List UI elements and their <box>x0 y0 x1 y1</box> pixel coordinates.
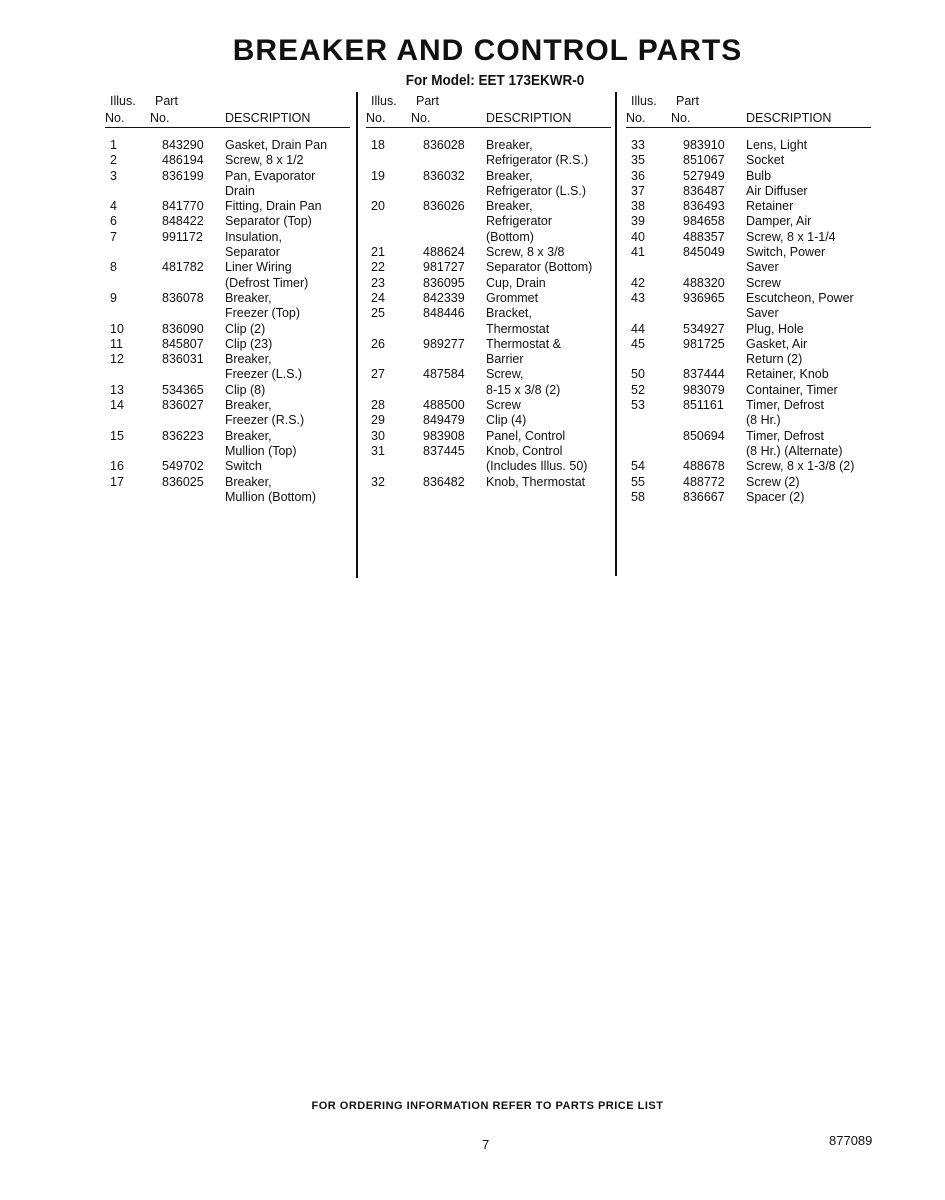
part-number: 851067 <box>683 153 725 168</box>
table-row <box>105 475 350 506</box>
part-number: 836032 <box>423 168 465 183</box>
part-number: 486194 <box>162 153 204 168</box>
part-description: Screw, <box>486 367 524 382</box>
header-rule <box>105 127 350 128</box>
part-description: Breaker, <box>225 398 272 413</box>
part-description: Screw, 8 x 3/8 <box>486 245 565 260</box>
document-code: 877089 <box>829 1133 873 1148</box>
ordering-note: FOR ORDERING INFORMATION REFER TO PARTS PRICE LIST <box>311 1100 664 1112</box>
table-row <box>366 169 611 200</box>
part-description: Screw, 8 x 1-3/8 (2) <box>746 459 855 474</box>
illus-number: 17 <box>110 474 124 489</box>
part-description: Clip (2) <box>225 321 266 336</box>
table-row <box>105 337 350 352</box>
table-row <box>105 429 350 460</box>
illus-number: 19 <box>371 168 385 183</box>
part-description: Screw <box>486 398 521 413</box>
part-number: 488357 <box>683 229 725 244</box>
header-description: DESCRIPTION <box>225 111 311 125</box>
illus-number: 37 <box>631 183 645 198</box>
part-number: 848422 <box>162 214 204 229</box>
header-description: DESCRIPTION <box>746 111 832 125</box>
part-number: 488678 <box>683 459 725 474</box>
illus-number: 29 <box>371 413 385 428</box>
part-description: Insulation, <box>225 229 282 244</box>
illus-number: 39 <box>631 214 645 229</box>
table-row <box>105 199 350 214</box>
part-description: Grommet <box>486 290 539 305</box>
illus-number: 55 <box>631 474 645 489</box>
part-description: Pan, Evaporator <box>225 168 316 183</box>
part-description: Gasket, Drain Pan <box>225 138 328 152</box>
illus-number: 9 <box>110 290 117 305</box>
table-header <box>366 94 611 128</box>
table-row <box>105 352 350 383</box>
part-number: 845807 <box>162 336 204 351</box>
illus-number: 32 <box>371 474 385 489</box>
table-row <box>105 322 350 337</box>
parts-column-1 <box>105 94 350 505</box>
illus-number: 33 <box>631 138 645 152</box>
part-number: 836028 <box>423 138 465 152</box>
part-description: Gasket, Air <box>746 336 808 351</box>
illus-number: 14 <box>110 398 124 413</box>
part-description: (8 Hr.) <box>746 413 781 428</box>
illus-number: 16 <box>110 459 124 474</box>
part-number: 843290 <box>162 138 204 152</box>
header-illus-no: No. <box>366 111 386 125</box>
table-row <box>626 153 871 168</box>
table-row <box>366 337 611 368</box>
illus-number: 2 <box>110 153 117 168</box>
part-description: Lens, Light <box>746 138 808 152</box>
part-description: Screw, 8 x 1-1/4 <box>746 229 836 244</box>
part-description: Damper, Air <box>746 214 812 229</box>
table-row <box>105 383 350 398</box>
part-description: Breaker, <box>486 199 533 214</box>
header-part-no: No. <box>671 111 691 125</box>
illus-number: 22 <box>371 260 385 275</box>
table-row <box>626 475 871 490</box>
part-description: Clip (4) <box>486 413 527 428</box>
part-number: 851161 <box>683 398 724 413</box>
part-description: Separator <box>225 245 280 260</box>
illus-number: 25 <box>371 306 385 321</box>
table-row <box>366 429 611 444</box>
header-illus: Illus. <box>631 94 657 108</box>
part-description: Thermostat & <box>486 336 562 351</box>
illus-number: 10 <box>110 321 124 336</box>
illus-number: 18 <box>371 138 385 152</box>
part-number: 836493 <box>683 199 725 214</box>
illus-number: 38 <box>631 199 645 214</box>
model-subtitle: For Model: EET 173EKWR-0 <box>405 72 585 89</box>
table-row <box>366 398 611 413</box>
part-description: Switch <box>225 459 262 474</box>
part-description: Retainer <box>746 199 794 214</box>
table-row <box>626 184 871 199</box>
part-description: Plug, Hole <box>746 321 804 336</box>
illus-number: 13 <box>110 382 124 397</box>
table-row <box>626 367 871 382</box>
illus-number: 24 <box>371 290 385 305</box>
table-row <box>366 306 611 337</box>
table-row <box>626 214 871 229</box>
part-number: 849479 <box>423 413 465 428</box>
illus-number: 3 <box>110 168 117 183</box>
table-row <box>626 383 871 398</box>
table-row <box>105 153 350 168</box>
illus-number: 42 <box>631 275 645 290</box>
table-row <box>105 230 350 261</box>
part-description: Separator (Bottom) <box>486 260 593 275</box>
illus-number: 53 <box>631 398 645 413</box>
part-description: Clip (23) <box>225 336 273 351</box>
part-description: Bracket, <box>486 306 532 321</box>
header-part: Part <box>155 94 178 108</box>
part-description: Screw <box>746 275 781 290</box>
table-row <box>626 337 871 368</box>
part-number: 488320 <box>683 275 725 290</box>
parts-list <box>626 138 871 505</box>
illus-number: 43 <box>631 290 645 305</box>
part-description: Air Diffuser <box>746 183 808 198</box>
illus-number: 1 <box>110 138 117 152</box>
part-number: 488624 <box>423 245 465 260</box>
table-row <box>626 169 871 184</box>
part-description: Breaker, <box>486 138 533 152</box>
part-description: Mullion (Bottom) <box>225 489 316 504</box>
column-divider <box>356 92 358 578</box>
part-description: Breaker, <box>225 290 272 305</box>
illus-number: 12 <box>110 352 124 367</box>
header-rule <box>626 127 871 128</box>
part-number: 845049 <box>683 245 725 260</box>
table-row <box>105 214 350 229</box>
table-row <box>626 276 871 291</box>
table-row <box>626 199 871 214</box>
part-description: (Bottom) <box>486 229 534 244</box>
table-row <box>366 475 611 490</box>
part-description: Freezer (L.S.) <box>225 367 303 382</box>
table-row <box>626 459 871 474</box>
part-description: Freezer (Top) <box>225 306 301 321</box>
table-row <box>105 260 350 291</box>
part-description: Breaker, <box>486 168 533 183</box>
table-header <box>105 94 350 128</box>
header-description: DESCRIPTION <box>486 111 572 125</box>
table-row <box>366 138 611 169</box>
part-description: Retainer, Knob <box>746 367 829 382</box>
table-row <box>366 444 611 475</box>
part-number: 549702 <box>162 459 204 474</box>
part-number: 534365 <box>162 382 204 397</box>
illus-number: 26 <box>371 336 385 351</box>
part-number: 983910 <box>683 138 725 152</box>
part-description: Timer, Defrost <box>746 398 825 413</box>
illus-number: 35 <box>631 153 645 168</box>
part-number: 841770 <box>162 199 204 214</box>
illus-number: 15 <box>110 428 124 443</box>
part-number: 487584 <box>423 367 465 382</box>
illus-number: 58 <box>631 489 645 504</box>
table-row <box>366 199 611 245</box>
part-description: Breaker, <box>225 428 272 443</box>
parts-list <box>366 138 611 490</box>
illus-number: 20 <box>371 199 385 214</box>
page-number: 7 <box>482 1137 490 1152</box>
illus-number: 52 <box>631 382 645 397</box>
part-number: 527949 <box>683 168 725 183</box>
part-number: 836482 <box>423 474 465 489</box>
part-number: 836223 <box>162 428 204 443</box>
part-description: Thermostat <box>486 321 550 336</box>
part-description: Fitting, Drain Pan <box>225 199 322 214</box>
part-description: Container, Timer <box>746 382 838 397</box>
table-row <box>626 245 871 276</box>
part-number: 850694 <box>683 428 725 443</box>
table-header <box>626 94 871 128</box>
part-description: Refrigerator (L.S.) <box>486 183 587 198</box>
part-description: Cup, Drain <box>486 275 546 290</box>
part-description: Socket <box>746 153 785 168</box>
part-number: 836090 <box>162 321 204 336</box>
illus-number: 11 <box>110 336 123 351</box>
part-description: Escutcheon, Power <box>746 290 854 305</box>
table-row <box>626 490 871 505</box>
illus-number: 40 <box>631 229 645 244</box>
part-number: 983908 <box>423 428 465 443</box>
part-number: 836026 <box>423 199 465 214</box>
part-number: 836078 <box>162 290 204 305</box>
illus-number: 21 <box>371 245 385 260</box>
table-row <box>105 169 350 200</box>
part-number: 836027 <box>162 398 204 413</box>
table-row <box>105 398 350 429</box>
part-description: Knob, Thermostat <box>486 474 586 489</box>
part-number: 981727 <box>423 260 465 275</box>
table-row <box>626 322 871 337</box>
part-description: Barrier <box>486 352 524 367</box>
illus-number: 4 <box>110 199 117 214</box>
part-description: Refrigerator (R.S.) <box>486 153 589 168</box>
part-number: 842339 <box>423 290 465 305</box>
part-description: Bulb <box>746 168 772 183</box>
part-description: Switch, Power <box>746 245 826 260</box>
header-illus: Illus. <box>371 94 397 108</box>
part-number: 836667 <box>683 489 725 504</box>
part-description: Refrigerator <box>486 214 552 229</box>
part-number: 836487 <box>683 183 725 198</box>
part-description: Spacer (2) <box>746 489 805 504</box>
illus-number: 44 <box>631 321 645 336</box>
part-description: Separator (Top) <box>225 214 312 229</box>
header-illus-no: No. <box>105 111 125 125</box>
illus-number: 7 <box>110 229 117 244</box>
part-number: 534927 <box>683 321 725 336</box>
part-number: 989277 <box>423 336 465 351</box>
table-row <box>105 291 350 322</box>
page-title: BREAKER AND CONTROL PARTS <box>232 34 743 67</box>
table-row <box>626 429 871 460</box>
header-rule <box>366 127 611 128</box>
header-illus: Illus. <box>110 94 136 108</box>
table-row <box>626 398 871 429</box>
table-row <box>626 291 871 322</box>
part-description: (8 Hr.) (Alternate) <box>746 443 843 458</box>
part-description: 8-15 x 3/8 (2) <box>486 382 561 397</box>
part-number: 837444 <box>683 367 725 382</box>
part-description: Freezer (R.S.) <box>225 413 305 428</box>
header-part-no: No. <box>411 111 431 125</box>
illus-number: 28 <box>371 398 385 413</box>
illus-number: 50 <box>631 367 645 382</box>
header-illus-no: No. <box>626 111 646 125</box>
part-description: (Includes Illus. 50) <box>486 459 588 474</box>
part-description: Screw (2) <box>746 474 800 489</box>
table-row <box>366 291 611 306</box>
part-description: Panel, Control <box>486 428 566 443</box>
table-row <box>366 276 611 291</box>
illus-number: 36 <box>631 168 645 183</box>
column-divider <box>615 92 617 576</box>
part-number: 991172 <box>162 229 203 244</box>
parts-list <box>105 138 350 505</box>
part-description: Return (2) <box>746 352 803 367</box>
part-number: 836025 <box>162 474 204 489</box>
part-description: Liner Wiring <box>225 260 292 275</box>
illus-number: 8 <box>110 260 117 275</box>
table-row <box>366 413 611 428</box>
illus-number: 54 <box>631 459 645 474</box>
illus-number: 31 <box>371 443 385 458</box>
table-row <box>105 138 350 153</box>
part-number: 836199 <box>162 168 204 183</box>
illus-number: 41 <box>631 245 645 260</box>
table-row <box>626 230 871 245</box>
parts-column-3 <box>626 94 871 505</box>
part-description: Saver <box>746 260 779 275</box>
table-row <box>626 138 871 153</box>
part-description: Timer, Defrost <box>746 428 825 443</box>
illus-number: 6 <box>110 214 117 229</box>
parts-column-2 <box>366 94 611 490</box>
part-number: 481782 <box>162 260 204 275</box>
table-row <box>366 260 611 275</box>
header-part: Part <box>416 94 439 108</box>
part-description: Drain <box>225 183 255 198</box>
part-description: Saver <box>746 306 779 321</box>
part-number: 837445 <box>423 443 465 458</box>
illus-number: 45 <box>631 336 645 351</box>
part-description: Screw, 8 x 1/2 <box>225 153 304 168</box>
table-row <box>105 459 350 474</box>
part-number: 488772 <box>683 474 725 489</box>
part-number: 488500 <box>423 398 465 413</box>
table-row <box>366 245 611 260</box>
part-number: 983079 <box>683 382 725 397</box>
part-description: Breaker, <box>225 474 272 489</box>
illus-number: 30 <box>371 428 385 443</box>
part-description: Clip (8) <box>225 382 266 397</box>
part-number: 936965 <box>683 290 725 305</box>
illus-number: 23 <box>371 275 385 290</box>
header-part: Part <box>676 94 699 108</box>
part-number: 848446 <box>423 306 465 321</box>
part-description: Breaker, <box>225 352 272 367</box>
part-number: 984658 <box>683 214 725 229</box>
header-part-no: No. <box>150 111 170 125</box>
part-number: 836031 <box>162 352 204 367</box>
part-description: (Defrost Timer) <box>225 275 309 290</box>
part-number: 836095 <box>423 275 465 290</box>
part-description: Knob, Control <box>486 443 563 458</box>
table-row <box>366 367 611 398</box>
part-description: Mullion (Top) <box>225 443 297 458</box>
illus-number: 27 <box>371 367 385 382</box>
part-number: 981725 <box>683 336 725 351</box>
